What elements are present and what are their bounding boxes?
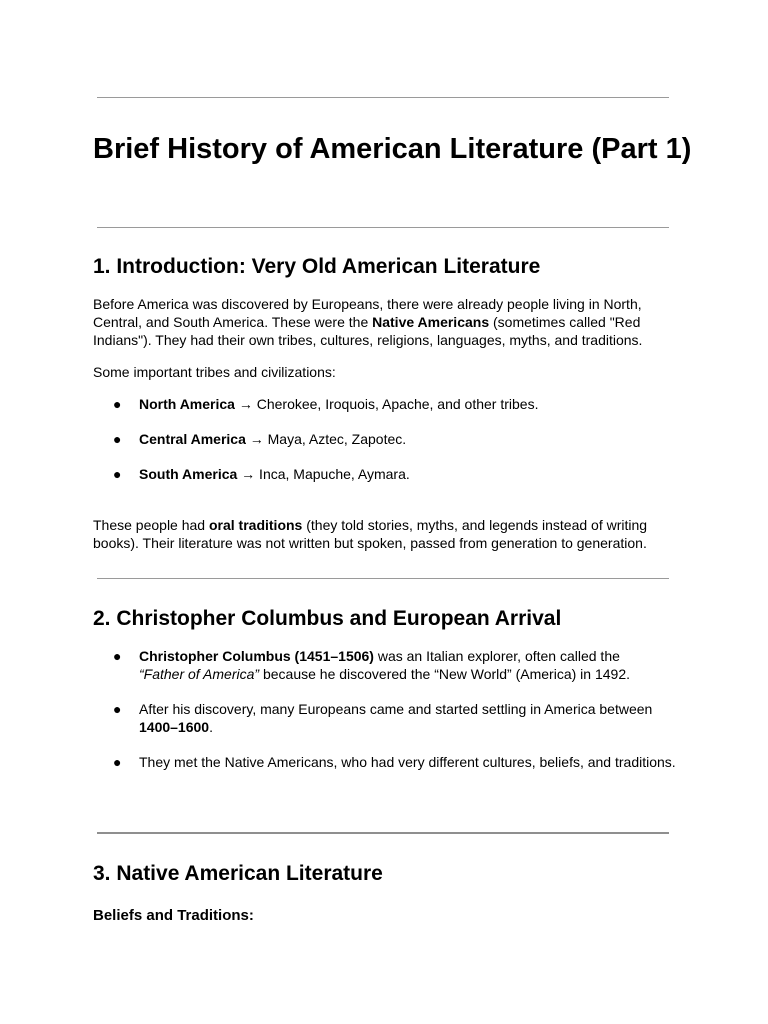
- section-heading-columbus: 2. Christopher Columbus and European Arrival: [93, 607, 562, 630]
- region-label: North America: [139, 396, 235, 412]
- bullet-icon: ●: [113, 466, 122, 482]
- region-label: Central America: [139, 431, 246, 447]
- horizontal-rule: [97, 578, 669, 579]
- father-of-america-italic: “Father of America”: [139, 665, 260, 682]
- page-title: Brief History of American Literature (Part 1): [93, 133, 692, 165]
- intro-text: Before America was discovered by Europeans, there were already people living in North, Central, and South America. These were the: [93, 296, 642, 330]
- columbus-name-bold: Christopher Columbus (1451–1506): [139, 648, 374, 664]
- list-item: [93, 648, 683, 701]
- oral-text-continued: (they told stories, myths, and legends instead of writing books). Their literature was not written but spoken, passed from generation to generation.: [93, 517, 648, 551]
- years-bold: 1400–1600: [139, 718, 210, 735]
- list-item: [93, 466, 683, 501]
- section-heading-native-literature: 3. Native American Literature: [93, 862, 383, 885]
- columbus-list: [93, 648, 683, 807]
- tribes-intro-paragraph: Some important tribes and civilizations:: [93, 364, 336, 380]
- region-tribes: → Inca, Mapuche, Aymara.: [237, 466, 410, 482]
- columbus-text-end: because he discovered the “New World” (America) in 1492.: [259, 665, 630, 682]
- oral-traditions-paragraph: [93, 516, 683, 552]
- horizontal-rule: [97, 832, 669, 834]
- bullet-icon: ●: [113, 396, 122, 412]
- settling-text-end: .: [209, 718, 213, 735]
- native-americans-bold: Native Americans: [372, 314, 490, 330]
- subheading-beliefs: Beliefs and Traditions:: [93, 907, 254, 924]
- met-natives-text: They met the Native Americans, who had very different cultures, beliefs, and traditions.: [139, 754, 676, 770]
- region-label: South America: [139, 466, 238, 482]
- columbus-text: was an Italian explorer, often called the: [373, 648, 620, 664]
- oral-text: These people had: [93, 517, 209, 533]
- intro-text-continued: (sometimes called "Red Indians"). They had their own tribes, cultures, religions, languages, myths, and traditions.: [93, 314, 643, 348]
- horizontal-rule: [97, 97, 669, 98]
- list-item: [93, 701, 683, 754]
- settling-text: After his discovery, many Europeans came and started settling in America between: [139, 701, 653, 717]
- bullet-icon: ●: [113, 648, 122, 664]
- list-item: [93, 431, 683, 466]
- oral-traditions-bold: oral traditions: [208, 517, 303, 533]
- bullet-icon: ●: [113, 754, 122, 770]
- intro-paragraph: [93, 295, 683, 349]
- section-heading-introduction: 1. Introduction: Very Old American Literature: [93, 255, 541, 278]
- bullet-icon: ●: [113, 431, 122, 447]
- bullet-icon: ●: [113, 701, 122, 717]
- horizontal-rule: [97, 227, 669, 228]
- region-tribes: → Cherokee, Iroquois, Apache, and other tribes.: [234, 396, 539, 412]
- tribes-list: [93, 396, 683, 501]
- region-tribes: → Maya, Aztec, Zapotec.: [245, 431, 407, 447]
- list-item: [93, 754, 683, 807]
- list-item: [93, 396, 683, 431]
